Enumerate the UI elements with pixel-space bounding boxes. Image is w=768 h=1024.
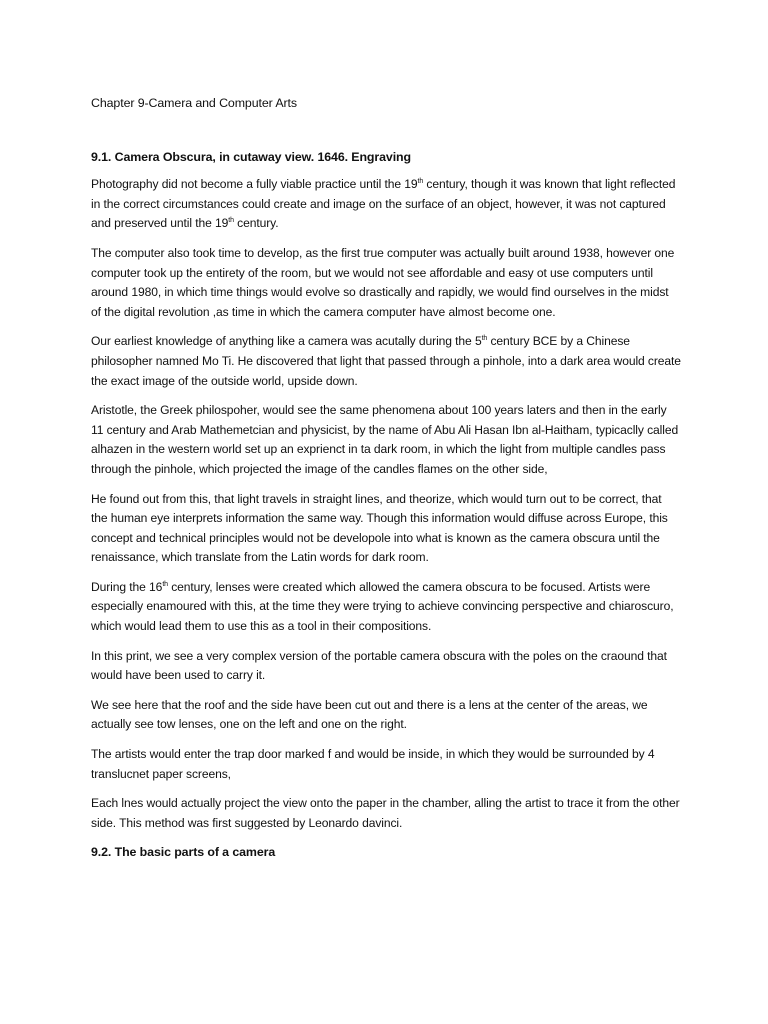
paragraph-print: In this print, we see a very complex version of the portable camera obscura with the poles on the craound that would have been used to carry it. [91, 648, 667, 683]
paragraph-text: century, though it was known that light reflected in the correct circumstances could create and image on the surface of an object, however, it was not captured and preserved until the 19 [91, 177, 676, 231]
paragraph-trap-door: The artists would enter the trap door marked f and would be inside, in which they would be surrounded by 4 translucnet paper screens, [91, 747, 655, 781]
paragraph-roof: We see here that the roof and the side have been cut out and there is a lens at the center of the areas, we actually see tow lenses, one on the left and one on the right. [91, 697, 648, 732]
paragraph-computer: The computer also took time to develop, as the first true computer was actually built around 1938, however one computer took up the entirety of the room, but we would not see affordable and easy ot use computers until around 1980, in which time things would evolve so drastically and rapidly, we would find ourselves in the midst of the digital revolution ,as time in which the camera computer have almost become one. [91, 245, 675, 319]
paragraph-photography [91, 175, 681, 234]
section-heading-9-2: 9.2. The basic parts of a camera [91, 845, 276, 860]
paragraph-text: During the 16 [91, 579, 163, 594]
superscript-ordinal: th [228, 217, 234, 225]
paragraph-aristotle: Aristotle, the Greek philospoher, would see the same phenomena about 100 years laters and then in the early 11 century and Arab Mathemetcian and physicist, by the name of Abu Ali Hasan Ibn al-Haitham, typicaclly called alhazen in the western world set up an exprienct in ta dark room, in which the light from multiple candles pass through the pinhole, which projected the image of the candles flames on the other side, [91, 403, 679, 476]
superscript-ordinal: th [417, 178, 424, 186]
section-heading-9-1: 9.1. Camera Obscura, in cutaway view. 1646. Engraving [91, 149, 411, 164]
paragraph-text: Photography did not become a fully viable practice until the 19 [91, 177, 418, 192]
paragraph-straight-lines: He found out from this, that light travels in straight lines, and theorize, which would turn out to be correct, that the human eye interprets information the same way. Though this information would diffuse across Europe, this concept and technical principles would not be developole into what is known as the camera obscura until the renaissance, which translate from the Latin words for dark room. [91, 491, 668, 565]
paragraph-text: century. [233, 216, 279, 231]
paragraph-text: Our earliest knowledge of anything like a camera was acutally during the 5 [91, 334, 482, 349]
paragraph-text: century BCE by a Chinese philosopher namned Mo Ti. He discovered that light that passed through a pinhole, into a dark area would create the exact image of the outside world, upside down. [91, 334, 681, 388]
chapter-title: Chapter 9-Camera and Computer Arts [91, 96, 297, 110]
document-page [91, 94, 681, 871]
paragraph-lenses [91, 578, 681, 637]
paragraph-mo-ti [91, 332, 681, 391]
paragraph-text: century, lenses were created which allowed the camera obscura to be focused. Artists were especially enamoured with this, at the time they were trying to achieve convincing perspective and chiaroscuro, which would lead them to use this as a tool in their compositions. [91, 579, 674, 634]
paragraph-lens-projection: Each lnes would actually project the view onto the paper in the chamber, alling the artist to trace it from the other side. This method was first suggested by Leonardo davinci. [91, 796, 680, 830]
superscript-ordinal: th [481, 335, 488, 343]
superscript-ordinal: th [162, 580, 168, 588]
